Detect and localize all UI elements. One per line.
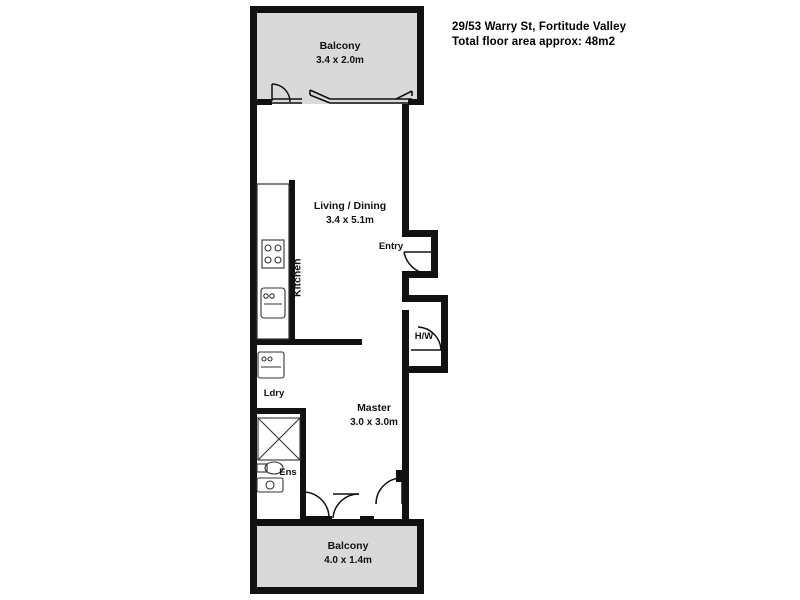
room-label-balcony-lower <box>293 540 403 567</box>
room-label-laundry <box>249 387 299 401</box>
room-dimensions: 3.4 x 2.0m <box>316 54 364 66</box>
title-block <box>452 20 752 50</box>
room-name: H/W <box>414 331 434 342</box>
room-label-balcony-upper <box>290 40 390 67</box>
room-label-hw <box>399 330 449 344</box>
room-name: Living / Dining <box>313 200 387 212</box>
room-label-ensuite <box>268 466 308 480</box>
room-name: Entry <box>378 241 404 252</box>
room-label-living-dining <box>290 200 410 227</box>
room-name: Kitchen <box>291 258 304 298</box>
interior-floor <box>252 104 422 521</box>
room-dimensions: 3.0 x 3.0m <box>350 416 398 428</box>
room-name: Ens <box>279 467 297 478</box>
room-name: Master <box>357 402 391 414</box>
property-address: 29/53 Warry St, Fortitude Valley <box>452 21 627 33</box>
room-name: Balcony <box>327 540 369 552</box>
total-floor-area: Total floor area approx: 48m2 <box>452 36 616 48</box>
room-dimensions: 4.0 x 1.4m <box>324 554 372 566</box>
room-label-kitchen <box>291 243 305 313</box>
room-label-master <box>319 402 429 429</box>
room-label-entry <box>361 240 421 254</box>
room-name: Balcony <box>319 40 361 52</box>
room-name: Ldry <box>263 388 285 399</box>
room-dimensions: 3.4 x 5.1m <box>326 214 374 226</box>
